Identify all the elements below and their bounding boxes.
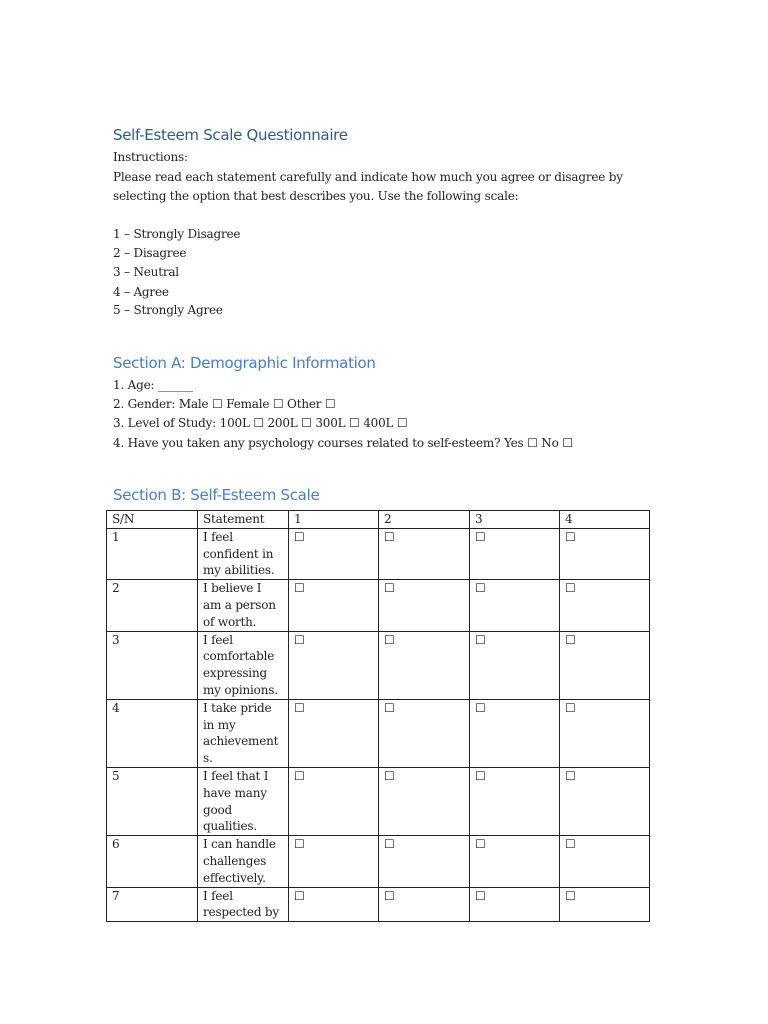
instructions-text-line2: selecting the option that best describes you. Use the following scale: (113, 189, 519, 203)
checkbox-1[interactable]: ☐ (294, 837, 305, 852)
row-statement: I feel respected by (198, 887, 289, 922)
header-scale-4: 4 (560, 511, 650, 529)
checkbox-3[interactable]: ☐ (475, 700, 486, 715)
gender-field: 2. Gender: Male ☐ Female ☐ Other ☐ (113, 397, 336, 411)
checkbox-1[interactable]: ☐ (294, 632, 305, 647)
table-row (107, 528, 650, 579)
header-sn: S/N (107, 511, 198, 529)
psychology-courses-field: 4. Have you taken any psychology courses related to self-esteem? Yes ☐ No ☐ (113, 436, 573, 450)
checkbox-4[interactable]: ☐ (565, 888, 576, 903)
row-statement: I feel comfortable expressing my opinions. (198, 631, 289, 699)
checkbox-4[interactable]: ☐ (565, 768, 576, 783)
checkbox-2[interactable]: ☐ (384, 768, 395, 783)
checkbox-1[interactable]: ☐ (294, 581, 305, 596)
table-header-row (107, 511, 650, 529)
scale-item: 4 – Agree (113, 285, 169, 299)
row-statement: I take pride in my achievements. (198, 699, 289, 767)
section-a-heading: Section A: Demographic Information (113, 354, 376, 372)
row-sn: 2 (107, 580, 198, 631)
checkbox-4[interactable]: ☐ (565, 529, 576, 544)
row-sn: 7 (107, 887, 198, 922)
scale-item: 3 – Neutral (113, 265, 179, 279)
table-row (107, 767, 650, 835)
instructions-label: Instructions: (113, 150, 188, 164)
row-statement: I believe I am a person of worth. (198, 580, 289, 631)
checkbox-3[interactable]: ☐ (475, 529, 486, 544)
instructions-text-line1: Please read each statement carefully and indicate how much you agree or disagree by (113, 170, 623, 184)
checkbox-4[interactable]: ☐ (565, 837, 576, 852)
checkbox-1[interactable]: ☐ (294, 700, 305, 715)
checkbox-2[interactable]: ☐ (384, 529, 395, 544)
checkbox-1[interactable]: ☐ (294, 888, 305, 903)
row-sn: 6 (107, 836, 198, 887)
table-row (107, 887, 650, 922)
checkbox-2[interactable]: ☐ (384, 632, 395, 647)
scale-item: 5 – Strongly Agree (113, 303, 223, 317)
header-statement: Statement (198, 511, 289, 529)
scale-item: 1 – Strongly Disagree (113, 227, 241, 241)
level-of-study-field: 3. Level of Study: 100L ☐ 200L ☐ 300L ☐ 400L ☐ (113, 416, 408, 430)
checkbox-4[interactable]: ☐ (565, 581, 576, 596)
table-row (107, 836, 650, 887)
checkbox-3[interactable]: ☐ (475, 837, 486, 852)
checkbox-4[interactable]: ☐ (565, 632, 576, 647)
checkbox-2[interactable]: ☐ (384, 581, 395, 596)
row-sn: 3 (107, 631, 198, 699)
header-scale-3: 3 (470, 511, 560, 529)
table-row (107, 631, 650, 699)
table-row (107, 699, 650, 767)
header-scale-1: 1 (289, 511, 379, 529)
age-field: 1. Age: ______ (113, 378, 193, 392)
header-scale-2: 2 (379, 511, 470, 529)
row-statement: I feel confident in my abilities. (198, 528, 289, 579)
checkbox-3[interactable]: ☐ (475, 581, 486, 596)
checkbox-4[interactable]: ☐ (565, 700, 576, 715)
checkbox-1[interactable]: ☐ (294, 768, 305, 783)
row-statement: I can handle challenges effectively. (198, 836, 289, 887)
section-b-heading: Section B: Self-Esteem Scale (113, 486, 320, 504)
row-sn: 5 (107, 767, 198, 835)
page-title: Self-Esteem Scale Questionnaire (113, 126, 348, 144)
self-esteem-table (106, 510, 650, 922)
row-sn: 4 (107, 699, 198, 767)
row-statement: I feel that I have many good qualities. (198, 767, 289, 835)
checkbox-2[interactable]: ☐ (384, 700, 395, 715)
checkbox-2[interactable]: ☐ (384, 888, 395, 903)
checkbox-3[interactable]: ☐ (475, 888, 486, 903)
checkbox-3[interactable]: ☐ (475, 632, 486, 647)
checkbox-1[interactable]: ☐ (294, 529, 305, 544)
checkbox-2[interactable]: ☐ (384, 837, 395, 852)
table-row (107, 580, 650, 631)
scale-item: 2 – Disagree (113, 246, 187, 260)
row-sn: 1 (107, 528, 198, 579)
checkbox-3[interactable]: ☐ (475, 768, 486, 783)
